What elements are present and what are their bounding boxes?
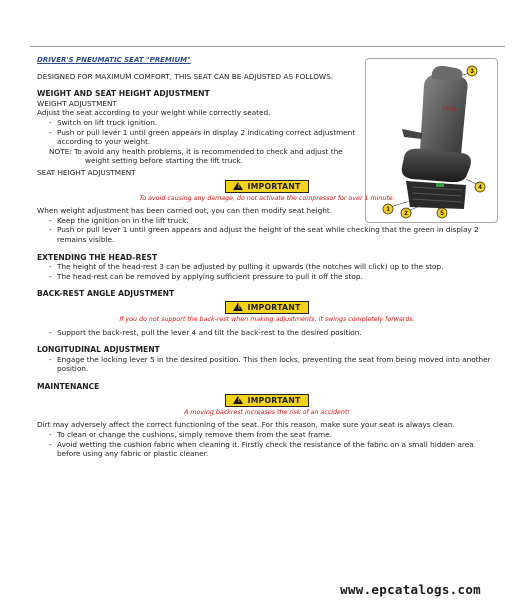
weight-heading: WEIGHT AND SEAT HEIGHT ADJUSTMENT — [37, 89, 210, 99]
maintenance-list — [37, 430, 497, 459]
important-label: IMPORTANT — [247, 395, 301, 405]
warning-text: To avoid causing any damage, do not activate the compressor for over 1 minute. — [139, 194, 395, 202]
note-line: NOTE: To avoid any health problems, it is recommended to check and adjust the — [49, 146, 343, 156]
head-rest-heading: EXTENDING THE HEAD-REST — [37, 252, 158, 262]
callout-2-label: 2 — [404, 211, 408, 218]
list-item: - To clean or change the cushions, simply remove them from the seat frame. — [49, 430, 497, 440]
weight-subheading: WEIGHT ADJUSTMENT — [37, 98, 117, 108]
important-label: IMPORTANT — [247, 181, 301, 191]
warning-text: A moving backrest increases the risk of an accident! — [184, 408, 350, 416]
important-banner-1 — [37, 180, 497, 193]
head-rest-list — [37, 262, 497, 281]
weight-list — [37, 118, 367, 147]
maintenance-text: Dirt may adversely affect the correct functioning of the seat. For this reason, make sure your seat is always clean. — [37, 420, 455, 430]
list-item: - Push or pull lever 1 until green appears and adjust the height of the seat while checking that the green in display 2 remains visible. — [49, 225, 497, 244]
callout-3-label: 3 — [470, 69, 474, 76]
back-rest-heading: BACK-REST ANGLE ADJUSTMENT — [37, 289, 175, 299]
note-line: weight setting before starting the lift truck. — [85, 156, 243, 166]
seat-height-list — [37, 216, 497, 245]
callout-5-label: 5 — [440, 211, 444, 218]
header-rule — [30, 46, 505, 47]
footer-watermark: www.epcatalogs.com — [340, 582, 481, 597]
section-title: DRIVER'S PNEUMATIC SEAT "PREMIUM" — [37, 56, 191, 64]
list-item: - The height of the head-rest 3 can be adjusted by pulling it upwards (the notches will click) up to the stop. — [49, 262, 497, 272]
important-banner-2 — [37, 301, 497, 314]
important-label: IMPORTANT — [247, 302, 301, 312]
back-rest-list — [37, 328, 497, 338]
list-item: - Keep the ignition on in the lift truck. — [49, 216, 497, 226]
list-item: - Avoid wetting the cushion fabric when cleaning it. Firstly check the resistance of the fabric on a small hidden area before using any fabric or plastic cleaner. — [49, 440, 497, 459]
warning-text: If you do not support the back-rest when making adjustments, it swings completely forwards. — [119, 316, 415, 324]
list-item: - Engage the locking lever 5 in the desired position. This then locks, preventing the seat from being moved into another position. — [49, 355, 497, 374]
list-item: - The head-rest can be removed by applying sufficient pressure to pull it off the stop. — [49, 272, 497, 282]
manual-page — [37, 56, 497, 459]
callout-4-label: 4 — [478, 185, 482, 192]
longitudinal-heading: LONGITUDINAL ADJUSTMENT — [37, 345, 160, 355]
list-item: - Support the back-rest, pull the lever 4 and tilt the back-rest to the desired position. — [49, 328, 497, 338]
warning-triangle-icon — [233, 303, 243, 311]
seat-height-text: When weight adjustment has been carried out, you can then modify seat height. — [37, 206, 333, 216]
warning-triangle-icon — [233, 182, 243, 190]
maintenance-heading: MAINTENANCE — [37, 382, 100, 392]
weight-note — [37, 147, 367, 166]
important-badge — [225, 180, 308, 193]
important-banner-3 — [37, 394, 497, 407]
seat-height-heading: SEAT HEIGHT ADJUSTMENT — [37, 167, 136, 177]
longitudinal-list — [37, 355, 497, 374]
intro-text: DESIGNED FOR MAXIMUM COMFORT, THIS SEAT CAN BE ADJUSTED AS FOLLOWS. — [37, 71, 334, 81]
list-item: - Switch on lift truck ignition. — [49, 118, 367, 128]
brand-logo: Linde — [441, 105, 458, 114]
important-badge — [225, 301, 308, 314]
weight-text: Adjust the seat according to your weight while correctly seated. — [37, 108, 271, 118]
list-item: - Push or pull lever 1 until green appears in display 2 indicating correct adjustment according to your weight. — [49, 128, 367, 147]
important-badge — [225, 394, 308, 407]
callout-1-label: 1 — [386, 207, 390, 214]
warning-triangle-icon — [233, 396, 243, 404]
